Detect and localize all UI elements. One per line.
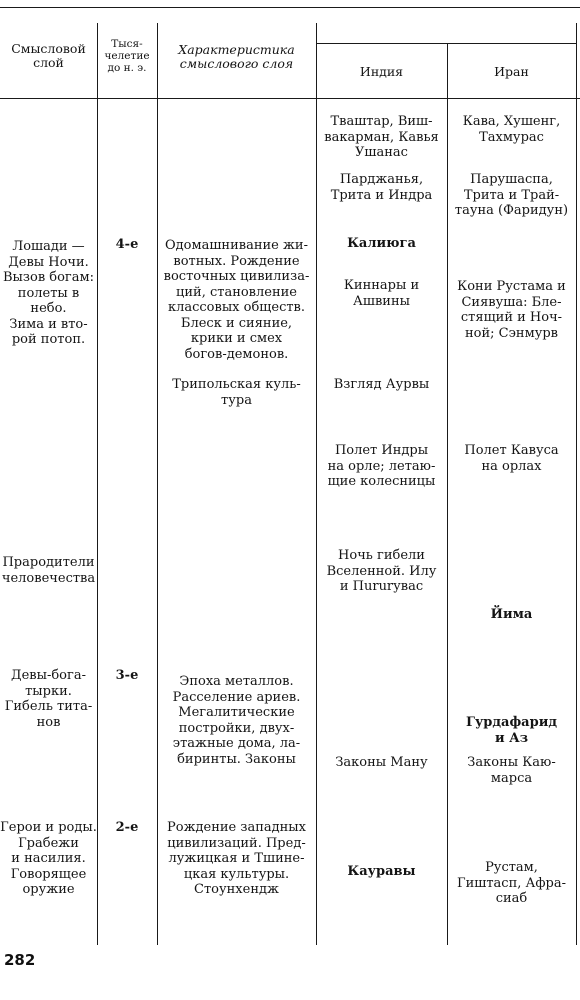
- layer-horses-night: Лошади — Девы Ночи. Вызов богам: полеты в небо. Зима и вто- рой потоп.: [3, 239, 94, 347]
- millennium-4: 4-е: [115, 237, 139, 252]
- country-header-rule: [316, 43, 576, 44]
- millennium-2: 2-е: [115, 820, 139, 835]
- right-border: [576, 23, 577, 945]
- india-kauravas: Кауравы: [347, 864, 416, 879]
- india-tvashtar: Тваштар, Виш- вакарман, Кавья Ушанас: [324, 114, 439, 160]
- iran-laws-kayumars: Законы Каю- марса: [467, 755, 556, 786]
- india-indra-flight: Полет Индры на орле; летаю- щие колесницы: [327, 443, 436, 489]
- header-iran: Иран: [494, 64, 529, 79]
- iran-rustam-heroes: Рустам, Гиштасп, Афра- сиаб: [457, 860, 566, 906]
- iran-parushaspa: Парушаспа, Трита и Трай- тауна (Фаридун): [454, 172, 569, 218]
- iran-kavus-flight: Полет Кавуса на орлах: [464, 443, 559, 474]
- layer-heroes-clans: Герои и роды. Грабежи и насилия. Говорящее оружие: [0, 820, 97, 897]
- india-kaliyuga: Калиюга: [347, 236, 416, 251]
- india-parjanya: Парджанья, Трита и Индра: [330, 172, 433, 203]
- india-kinnaras: Киннары и Ашвины: [343, 278, 420, 309]
- india-aurva: Взгляд Аурвы: [333, 377, 430, 392]
- iran-yima: Йима: [490, 607, 533, 622]
- header-characteristic: Характеристика смыслового слоя: [178, 42, 295, 71]
- characteristic-western-civilizations: Рождение западных цивилизаций. Пред- лужицкая и Тшине- цкая культуры. Стоунхендж: [167, 820, 306, 897]
- header-millennium: Тыся- челетие до н. э.: [104, 38, 150, 74]
- top-rule: [0, 7, 580, 8]
- iran-rustam-horses: Кони Рустама и Сиявуша: Бле- стящий и Ноч- ной; Сэнмурв: [457, 279, 566, 341]
- characteristic-domestication: Одомашнивание жи- вотных. Рождение восточных цивилиза- ций, становление классовых обществ. Блеск и сияние, крики и смех богов-демонов.: [163, 238, 310, 362]
- characteristic-trypillia: Трипольская куль- тура: [172, 377, 301, 408]
- iran-kava: Кава, Хушенг, Тахмурас: [462, 114, 561, 145]
- column-divider-2: [157, 23, 158, 945]
- millennium-3: 3-е: [115, 668, 139, 683]
- layer-warrior-maidens: Девы-бога- тырки. Гибель тита- нов: [4, 668, 93, 730]
- header-india: Индия: [359, 64, 404, 79]
- india-night-of-doom: Ночь гибели Вселенной. Илу и Пururувас: [326, 548, 437, 594]
- iran-gurdafarid: Гурдафарид и Аз: [465, 715, 558, 746]
- layer-ancestors: Прародители человечества: [1, 555, 96, 586]
- characteristic-metal-age: Эпоха металлов. Расселение ариев. Мегалитические постройки, двух- этажные дома, ла- биринты. Законы: [172, 674, 301, 767]
- header-semantic-layer: Смысловой слой: [11, 41, 86, 70]
- page-number: 282: [4, 951, 36, 969]
- header-bottom-rule: [0, 98, 580, 99]
- column-divider-1: [97, 23, 98, 945]
- india-laws-of-manu: Законы Ману: [335, 755, 428, 770]
